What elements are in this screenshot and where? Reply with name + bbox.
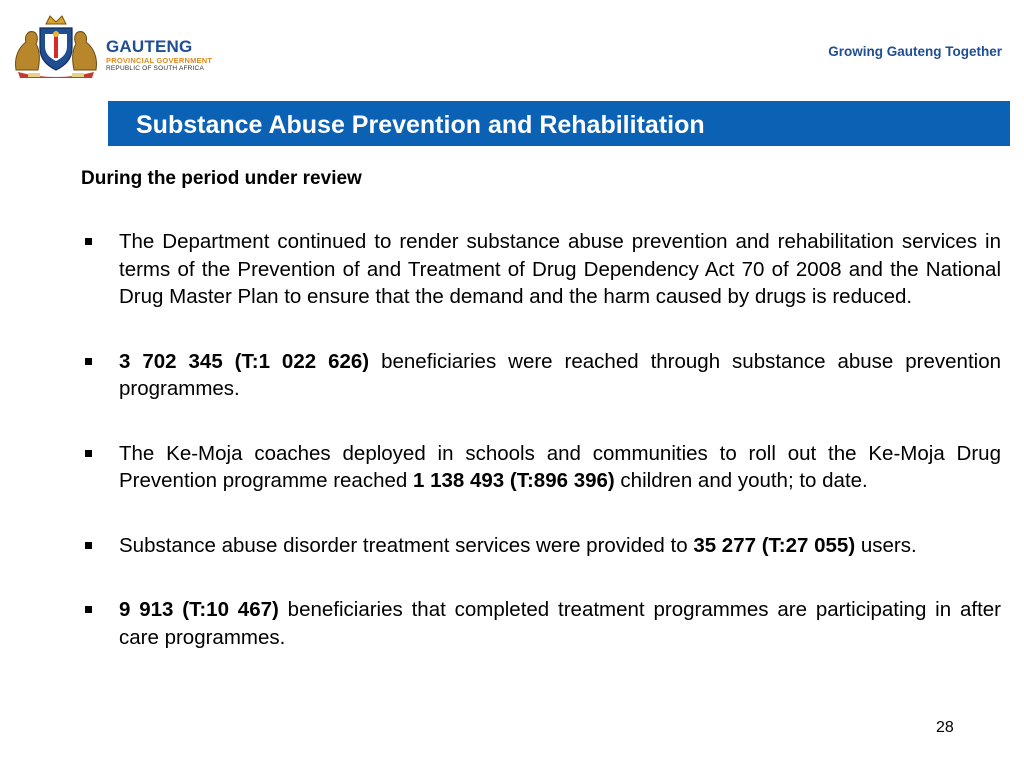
square-bullet-icon — [85, 238, 92, 245]
coat-of-arms-icon — [10, 12, 102, 78]
bullet-figure: 1 138 493 (T:896 396) — [413, 469, 615, 492]
tagline: Growing Gauteng Together — [828, 44, 1002, 59]
bullet-text: beneficiaries were reached through substance abuse prevention programmes. — [119, 349, 1002, 400]
list-item — [81, 440, 1001, 495]
bullet-text: children and youth; to date. — [614, 469, 868, 492]
brand-subtitle: PROVINCIAL GOVERNMENT — [106, 56, 213, 65]
bullet-text: Substance abuse disorder treatment services were provided to — [119, 533, 694, 557]
list-item — [81, 596, 1001, 651]
section-subheading: During the period under review — [81, 168, 362, 189]
bullet-figure: 3 702 345 (T:1 022 626) — [119, 349, 370, 373]
bullet-text: beneficiaries that completed treatment programmes are participating in after care programmes. — [119, 598, 1001, 649]
list-item — [81, 228, 1001, 311]
brand-name: GAUTENG — [106, 37, 193, 56]
bullet-text: The Ke-Moja coaches deployed in schools and communities to roll out the Ke-Moja Drug Prevention programme reached — [119, 441, 1001, 492]
square-bullet-icon — [85, 606, 92, 613]
brand-country: REPUBLIC OF SOUTH AFRICA — [106, 64, 204, 72]
list-item — [81, 348, 1001, 403]
bullet-figure: 35 277 (T:27 055) — [693, 533, 856, 557]
bullet-figure: 9 913 (T:10 467) — [119, 598, 279, 621]
title-bar — [108, 101, 1010, 146]
square-bullet-icon — [85, 542, 92, 549]
square-bullet-icon — [85, 358, 92, 365]
square-bullet-icon — [85, 450, 92, 457]
page-number: 28 — [936, 719, 954, 736]
list-item — [81, 532, 1001, 560]
slide-title: Substance Abuse Prevention and Rehabilitation — [136, 111, 705, 139]
slide-header — [0, 0, 1024, 90]
bullet-text: users. — [855, 533, 917, 557]
brand-block — [106, 38, 212, 72]
bullet-text: The Department continued to render substance abuse prevention and rehabilitation services in terms of the Prevention of and Treatment of Drug Dependency Act 70 of 2008 and the National Drug Master Plan to ensure that the demand and the harm caused by drugs is reduced. — [119, 230, 1001, 308]
bullet-list — [81, 228, 1001, 651]
